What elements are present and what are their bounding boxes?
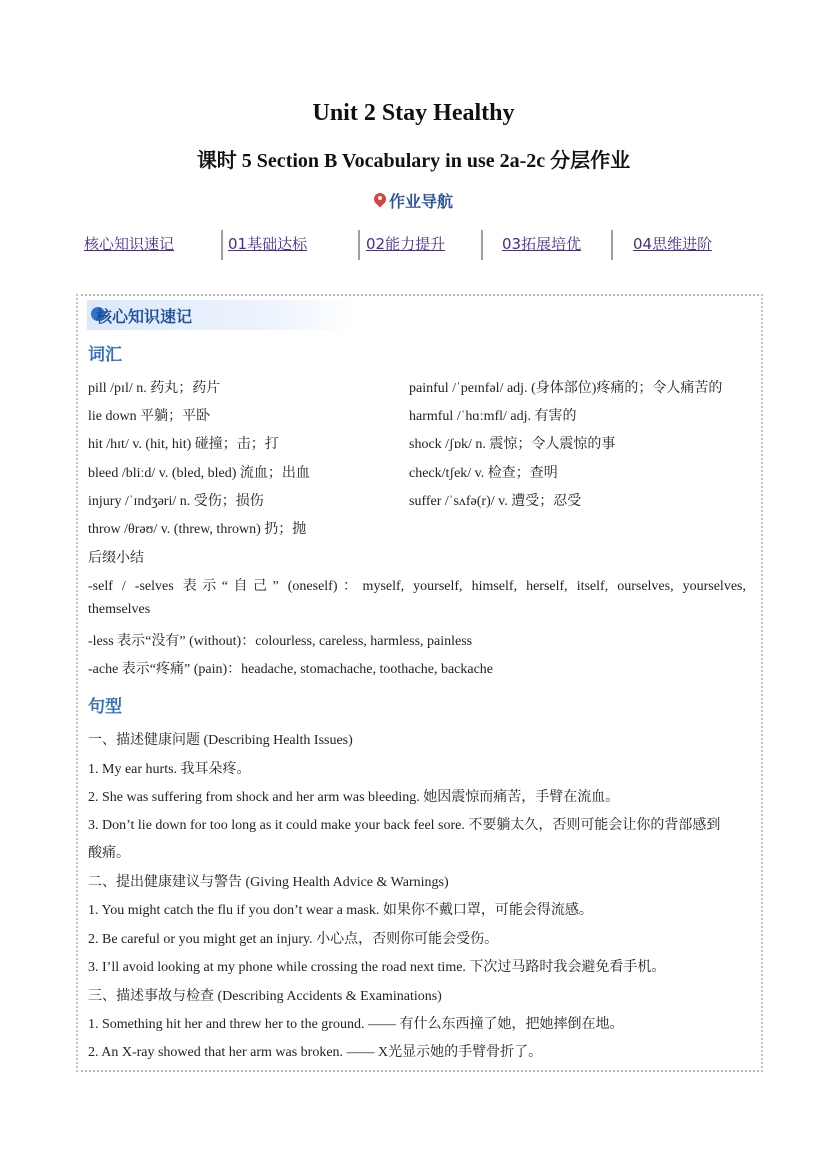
nav-heading-label: 作业导航 — [388, 192, 453, 211]
tab-divider — [221, 230, 223, 260]
tab-ability[interactable]: 02能力提升 — [366, 235, 446, 253]
tab-extension[interactable]: 03拓展培优 — [502, 235, 582, 253]
tab-basic[interactable]: 01基础达标 — [228, 235, 308, 253]
sentence-group-title: 一、描述健康问题 (Describing Health Issues) — [88, 733, 353, 748]
sentences-heading: 句型 — [88, 697, 122, 717]
suffix-title: 后缀小结 — [88, 551, 144, 566]
suffix-less: -less 表示“没有” (without)：colourless, careless, harmless, painless — [88, 634, 473, 649]
vocab-item: injury /ˈɪndʒəri/ n. 受伤；损伤 — [88, 494, 264, 509]
sentence: 1. My ear hurts. 我耳朵疼。 — [88, 762, 251, 777]
section-banner — [87, 300, 357, 330]
sentence-cont: 酸痛。 — [88, 846, 130, 861]
page-subtitle: 课时 5 Section B Vocabulary in use 2a-2c 分层作业 — [196, 150, 631, 172]
vocab-item: hit /hɪt/ v. (hit, hit) 碰撞；击；打 — [88, 437, 279, 452]
page-title: Unit 2 Stay Healthy — [312, 100, 515, 126]
location-pin-icon — [374, 193, 386, 209]
nav-heading — [0, 189, 827, 212]
vocab-item: harmful /ˈhɑːmfl/ adj. 有害的 — [409, 409, 577, 424]
tab-divider — [358, 230, 360, 260]
tab-divider — [611, 230, 613, 260]
tab-thinking[interactable]: 04思维进阶 — [633, 235, 713, 253]
sentence: 2. She was suffering from shock and her arm was bleeding. 她因震惊而痛苦，手臂在流血。 — [88, 790, 620, 805]
suffix-self-cont: themselves — [88, 602, 151, 617]
vocab-item: pill /pɪl/ n. 药丸；药片 — [88, 381, 221, 396]
sentence-group-title: 三、描述事故与检查 (Describing Accidents & Examinations) — [88, 989, 442, 1004]
sentence-group-title: 二、提出健康建议与警告 (Giving Health Advice & Warnings) — [88, 875, 449, 890]
vocab-item: throw /θrəʊ/ v. (threw, thrown) 扔；抛 — [88, 522, 307, 537]
sentence: 2. An X-ray showed that her arm was broken. —— X光显示她的手臂骨折了。 — [88, 1045, 543, 1060]
sentence: 3. I’ll avoid looking at my phone while crossing the road next time. 下次过马路时我会避免看手机。 — [88, 960, 666, 975]
sentence: 1. You might catch the flu if you don’t wear a mask. 如果你不戴口罩，可能会得流感。 — [88, 903, 593, 918]
banner-label: 核心知识速记 — [96, 307, 193, 326]
suffix-ache: -ache 表示“疼痛” (pain)：headache, stomachache, toothache, backache — [88, 662, 494, 677]
vocab-item: bleed /bliːd/ v. (bled, bled) 流血；出血 — [88, 466, 310, 481]
vocab-heading: 词汇 — [88, 345, 122, 365]
sentence: 2. Be careful or you might get an injury. 小心点，否则你可能会受伤。 — [88, 932, 499, 947]
vocab-item: lie down 平躺；平卧 — [88, 409, 211, 424]
tab-divider — [481, 230, 483, 260]
tab-core-knowledge[interactable]: 核心知识速记 — [84, 235, 175, 253]
suffix-self: -self / -selves 表示“自己” (oneself)：myself, yourself, himself, herself, itself, ourselves, yourselves, — [88, 579, 746, 594]
sentence: 3. Don’t lie down for too long as it could make your back feel sore. 不要躺太久，否则可能会让你的背部感到 — [88, 818, 721, 833]
vocab-item: shock /ʃɒk/ n. 震惊；令人震惊的事 — [409, 437, 616, 452]
vocab-item: suffer /ˈsʌfə(r)/ v. 遭受；忍受 — [409, 494, 582, 509]
vocab-item: check/tʃek/ v. 检查；查明 — [409, 466, 558, 481]
sentence: 1. Something hit her and threw her to the ground. —— 有什么东西撞了她，把她摔倒在地。 — [88, 1017, 624, 1032]
vocab-item: painful /ˈpeɪnfəl/ adj. (身体部位)疼痛的；令人痛苦的 — [409, 381, 723, 396]
homework-nav — [78, 230, 748, 260]
